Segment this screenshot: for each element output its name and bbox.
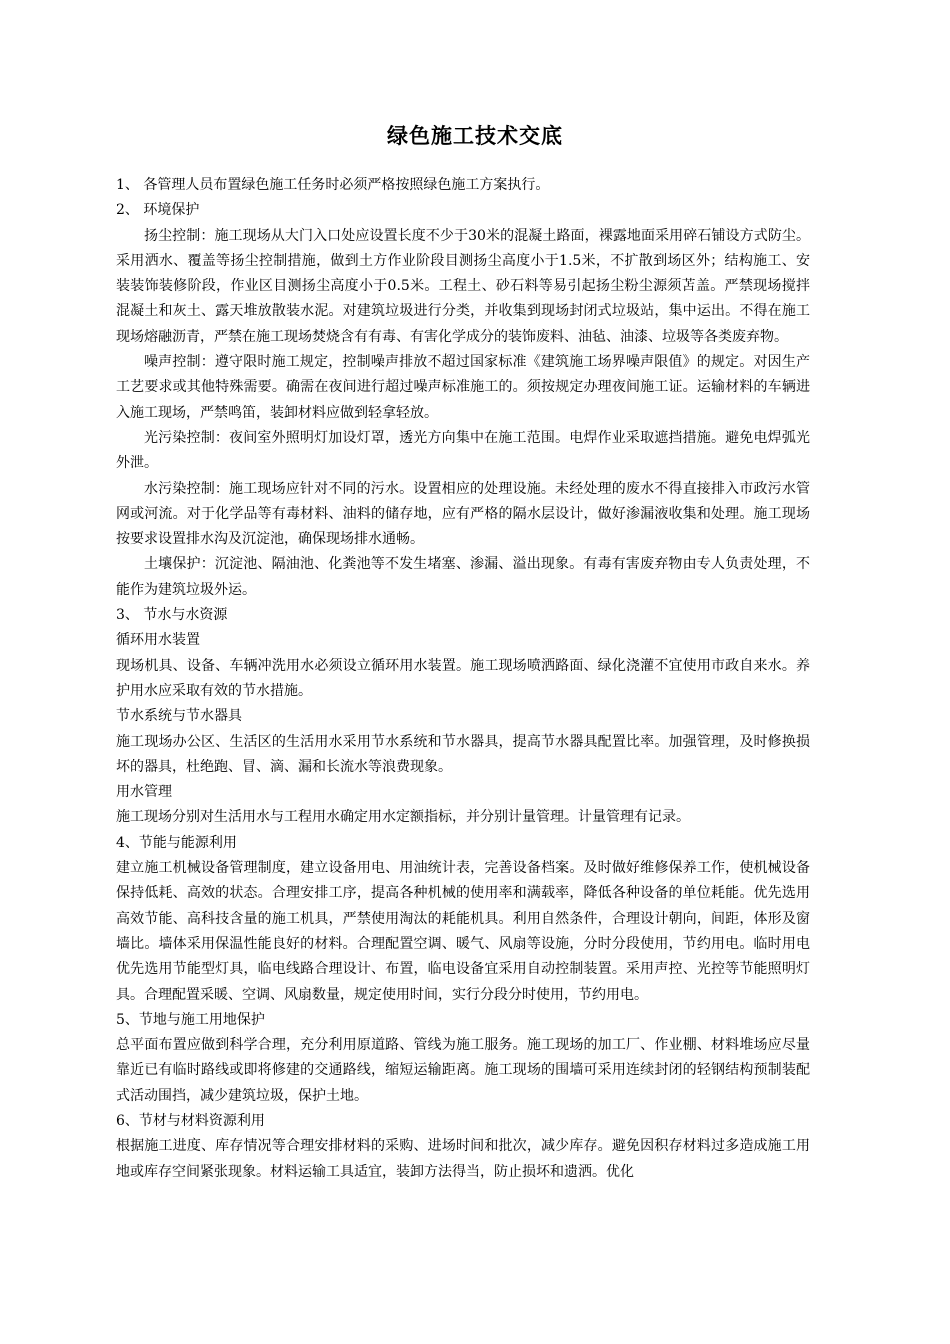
paragraph: 循环用水装置 xyxy=(116,632,200,649)
paragraph: 施工现场分别对生活用水与工程用水确定用水定额指标，并分别计量管理。计量管理有记录。 xyxy=(116,809,690,826)
paragraph: 扬尘控制：施工现场从大门入口处应设置长度不少于30米的混凝土路面，裸露地面采用碎石铺设方式防尘。采用洒水、覆盖等扬尘控制措施，做到土方作业阶段目测扬尘高度小于1.5米，不扩散到场区外；结构施工、安装装饰装修阶段，作业区目测扬尘高度小于0.5米。工程土、砂石料等易引起扬尘粉尘源须苫盖。严禁现场搅拌混凝土和灰土、露天堆放散装水泥。对建筑垃圾进行分类，并收集到现场封闭式垃圾站，集中运出。不得在施工现场熔融沥青，严禁在施工现场焚烧含有有毒、有害化学成分的装饰废料、油毡、油漆、垃圾等各类废弃物。 xyxy=(116,227,810,345)
paragraph: 水污染控制：施工现场应针对不同的污水。设置相应的处理设施。未经处理的废水不得直接排入市政污水管网或河流。对于化学品等有毒材料、油料的储存地，应有严格的隔水层设计，做好渗漏液收集和处理。施工现场按要求设置排水沟及沉淀池，确保现场排水通畅。 xyxy=(116,480,810,548)
paragraph: 1、 各管理人员布置绿色施工任务时必须严格按照绿色施工方案执行。 xyxy=(116,177,550,193)
paragraph: 施工现场办公区、生活区的生活用水采用节水系统和节水器具，提高节水器具配置比率。加强管理，及时修换损坏的器具，杜绝跑、冒、滴、漏和长流水等浪费现象。 xyxy=(116,733,810,775)
paragraph: 根据施工进度、库存情况等合理安排材料的采购、进场时间和批次，减少库存。避免因积存材料过多造成施工用地或库存空间紧张现象。材料运输工具适宜，装卸方法得当，防止损坏和遗洒。优化 xyxy=(116,1138,810,1180)
paragraph: 用水管理 xyxy=(116,784,172,801)
document-body xyxy=(116,173,810,1185)
paragraph: 现场机具、设备、车辆冲洗用水必须设立循环用水装置。施工现场喷洒路面、绿化浇灌不宜使用市政自来水。养护用水应采取有效的节水措施。 xyxy=(116,657,810,699)
paragraph: 5、节地与施工用地保护 xyxy=(116,1011,265,1028)
paragraph: 节水系统与节水器具 xyxy=(116,708,242,725)
paragraph: 总平面布置应做到科学合理，充分利用原道路、管线为施工服务。施工现场的加工厂、作业棚、材料堆场应尽量靠近已有临时路线或即将修建的交通路线，缩短运输距离。施工现场的围墙可采用连续封闭的轻钢结构预制装配式活动围挡，减少建筑垃圾，保护土地。 xyxy=(116,1037,810,1104)
paragraph: 噪声控制：遵守限时施工规定，控制噪声排放不超过国家标准《建筑施工场界噪声限值》的规定。对因生产工艺要求或其他特殊需要。确需在夜间进行超过噪声标准施工的。须按规定办理夜间施工证。运输材料的车辆进入施工现场，严禁鸣笛，装卸材料应做到轻拿轻放。 xyxy=(116,354,810,421)
paragraph: 6、节材与材料资源利用 xyxy=(116,1112,265,1129)
paragraph: 建立施工机械设备管理制度，建立设备用电、用油统计表，完善设备档案。及时做好维修保养工作，使机械设备保持低耗、高效的状态。合理安排工序，提高各种机械的使用率和满载率，降低各种设备的单位耗能。优先选用高效节能、高科技含量的施工机具，严禁使用淘汰的耗能机具。利用自然条件，合理设计朝向，间距，体形及窗墙比。墙体采用保温性能良好的材料。合理配置空调、暖气、风扇等设施，分时分段使用，节约用电。临时用电优先选用节能型灯具，临电线路合理设计、布置，临电设备宜采用自动控制装置。采用声控、光控等节能照明灯具。合理配置采暖、空调、风扇数量，规定使用时间，实行分段分时使用，节约用电。 xyxy=(116,860,810,1003)
paragraph: 4、节能与能源利用 xyxy=(116,834,237,851)
paragraph: 土壤保护：沉淀池、隔油池、化粪池等不发生堵塞、渗漏、溢出现象。有毒有害废弃物由专人负责处理，不能作为建筑垃圾外运。 xyxy=(116,556,810,598)
document-title: 绿色施工技术交底 xyxy=(387,123,563,148)
paragraph: 2、 环境保护 xyxy=(116,202,200,219)
paragraph: 3、 节水与水资源 xyxy=(116,607,228,624)
paragraph: 光污染控制：夜间室外照明灯加设灯罩，透光方向集中在施工范围。电焊作业采取遮挡措施。避免电焊弧光外泄。 xyxy=(116,429,810,472)
